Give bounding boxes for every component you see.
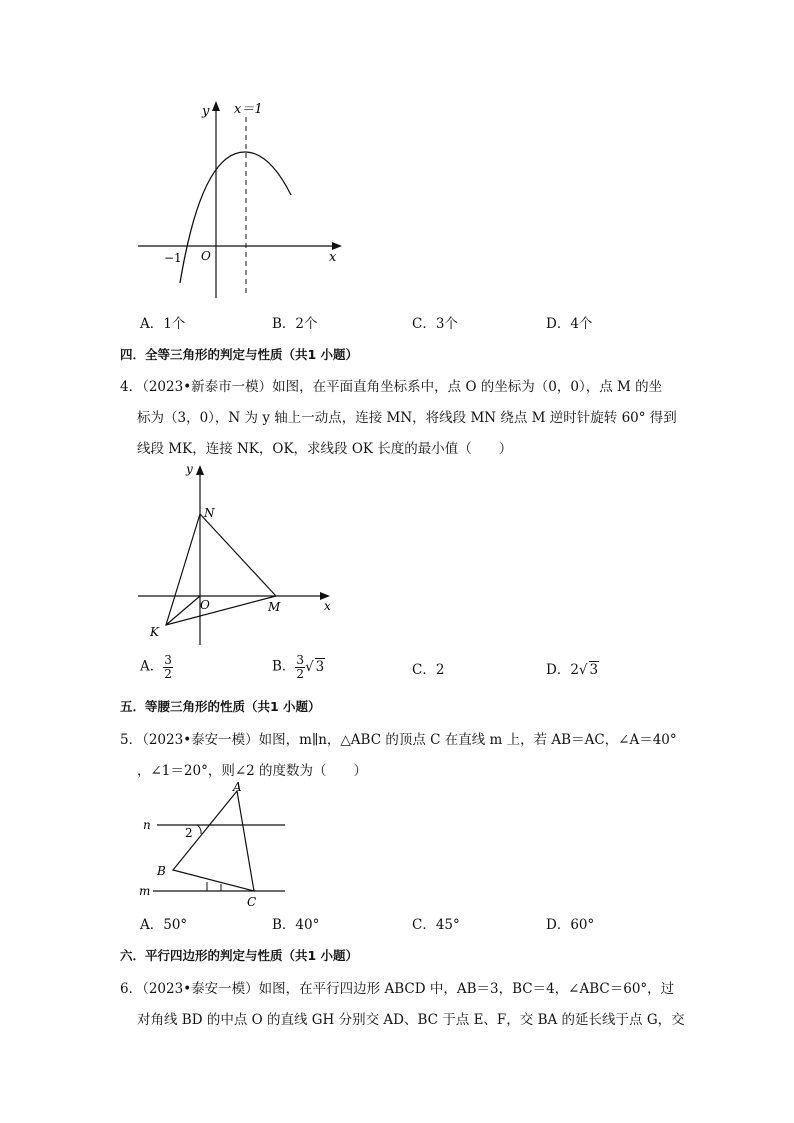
y-axis-label: y (202, 104, 210, 119)
section5-heading: 五．等腰三角形的性质（共1 小题） (120, 699, 321, 714)
q3-parabola-figure (130, 95, 360, 305)
q4-triangle-figure (130, 455, 350, 655)
point-c-label: C (247, 895, 257, 909)
q3-option-d: D．4个 (546, 316, 593, 332)
y-axis-arrow (196, 465, 204, 475)
q4-line2: 标为（3，0），N 为 y 轴上一动点，连接 MN，将线段 MN 绕点 M 逆时针旋转 60° 得到 (137, 410, 677, 426)
angle-2-arc (197, 825, 201, 834)
point-o-label: O (200, 598, 210, 612)
sqrt-symbol: √ 3 (578, 662, 599, 678)
point-n-label: N (204, 506, 215, 520)
option-b-label: B． (272, 658, 296, 675)
option-a-label: A． (140, 658, 164, 675)
q3-option-c: C．3个 (412, 316, 458, 332)
point-b-label: B (157, 864, 166, 878)
q4-option-b (272, 654, 325, 680)
y-axis-label: y (186, 462, 193, 476)
q5-option-c: C．45° (412, 917, 460, 933)
q4-line1: 4．（2023•新泰市一模）如图，在平面直角坐标系中，点 O 的坐标为（0，0），点 M 的坐 (120, 379, 663, 395)
fraction-3-over-2: $\frac{3}{2}$ (296, 653, 305, 681)
fraction-3-over-2: $\frac{3}{2}$ (164, 653, 172, 681)
neg-one-label: −1 (164, 251, 182, 265)
origin-label: O (201, 249, 211, 263)
section4-heading: 四．全等三角形的判定与性质（共1 小题） (120, 347, 359, 362)
q5-line2: ，∠1＝20°，则∠2 的度数为（ ） (137, 763, 368, 779)
y-axis-arrow (212, 101, 220, 111)
q5-line1: 5．（2023•泰安一模）如图，m∥n，△ABC 的顶点 C 在直线 m 上，若 AB＝AC，∠A＝40° (120, 732, 677, 748)
q6-line2: 对角线 BD 的中点 O 的直线 GH 分别交 AD、BC 于点 E、F，交 BA 的延长线于点 G，交 (137, 1012, 685, 1028)
point-a-label: A (233, 780, 242, 794)
q6-line1: 6．（2023•泰安一模）如图，在平行四边形 ABCD 中，AB＝3，BC＝4，∠ABC＝60°，过 (120, 981, 675, 997)
line-m-label: m (139, 884, 151, 898)
q4-option-c: C．2 (412, 662, 445, 678)
section6-heading: 六．平行四边形的判定与性质（共1 小题） (120, 948, 359, 963)
angle-2-label: 2 (185, 826, 193, 840)
q4-line3: 线段 MK，连接 NK，OK，求线段 OK 长度的最小值（ ） (137, 441, 513, 457)
q4-option-d (546, 658, 599, 678)
q5-option-d: D．60° (546, 917, 595, 933)
triangle-nmk (166, 514, 276, 625)
q5-triangle-figure (135, 778, 295, 910)
q5-option-b: B．40° (272, 917, 320, 933)
x-axis-label: x (329, 250, 337, 265)
point-m-label: M (268, 600, 281, 614)
sqrt-symbol: √ 3 (305, 658, 325, 675)
symmetry-label: x＝1 (234, 102, 263, 117)
line-n-label: n (143, 818, 151, 832)
parabola-curve (180, 152, 291, 283)
q4-option-a (140, 654, 173, 680)
triangle-abc (173, 791, 254, 891)
q3-option-b: B．2个 (272, 316, 318, 332)
point-k-label: K (150, 625, 159, 639)
q3-option-a: A．1个 (140, 316, 186, 332)
x-axis-arrow (332, 242, 342, 250)
q5-option-a: A．50° (140, 917, 188, 933)
option-d-label: D．2 (546, 662, 579, 678)
x-axis-label: x (324, 599, 331, 613)
